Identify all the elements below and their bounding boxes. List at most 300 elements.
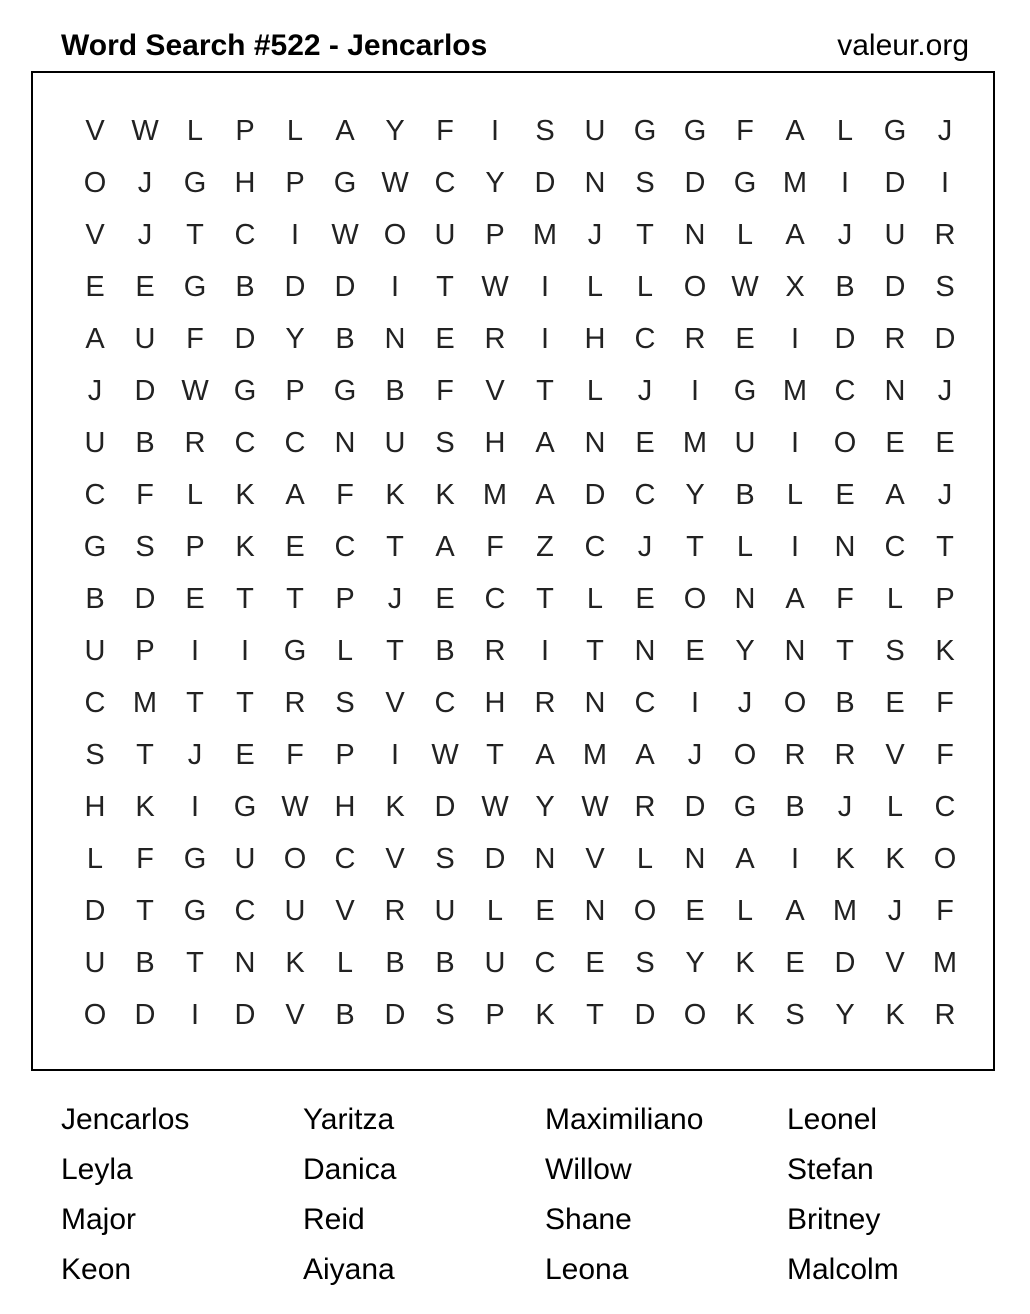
grid-cell: L — [786, 478, 804, 511]
grid-cell: C — [84, 478, 106, 511]
grid-cell: E — [435, 582, 455, 615]
grid-cell: G — [233, 790, 257, 823]
grid-cell: A — [785, 218, 805, 251]
grid-cell: U — [84, 426, 106, 459]
grid-cell: M — [682, 426, 708, 459]
grid-cell: D — [234, 322, 256, 355]
grid-cell: E — [285, 530, 305, 563]
grid-cell: E — [835, 478, 855, 511]
grid-cell: C — [884, 530, 906, 563]
grid-cell: D — [534, 166, 556, 199]
grid-cell: N — [834, 530, 856, 563]
grid-cell: G — [83, 530, 107, 563]
grid-cell: J — [387, 582, 403, 615]
grid-cell: J — [687, 738, 703, 771]
grid-cell: T — [536, 374, 554, 407]
grid-cell: K — [735, 998, 755, 1031]
grid-cell: C — [234, 426, 256, 459]
grid-cell: J — [837, 218, 853, 251]
grid-cell: G — [883, 114, 907, 147]
grid-cell: T — [386, 530, 404, 563]
grid-cell: V — [85, 114, 105, 147]
grid-cell: I — [790, 530, 800, 563]
grid-cell: D — [834, 946, 856, 979]
grid-cell: J — [837, 790, 853, 823]
grid-cell: L — [586, 374, 604, 407]
grid-cell: F — [936, 894, 954, 927]
grid-cell: E — [685, 894, 705, 927]
grid-cell: L — [636, 270, 654, 303]
grid-cell: F — [936, 686, 954, 719]
grid-cell: K — [885, 998, 905, 1031]
grid-cell: O — [283, 842, 307, 875]
grid-cell: H — [334, 790, 356, 823]
grid-cell: H — [584, 322, 606, 355]
grid-cell: K — [935, 634, 955, 667]
grid-cell: M — [132, 686, 158, 719]
grid-cell: E — [885, 686, 905, 719]
grid-cell: T — [486, 738, 504, 771]
grid-cell: C — [334, 842, 356, 875]
grid-cell: D — [234, 998, 256, 1031]
grid-cell: U — [134, 322, 156, 355]
grid-cell: R — [284, 686, 306, 719]
grid-cell: H — [484, 426, 506, 459]
grid-cell: S — [635, 946, 655, 979]
grid-cell: J — [637, 530, 653, 563]
grid-cell: S — [85, 738, 105, 771]
grid-cell: T — [186, 218, 204, 251]
grid-cell: K — [235, 478, 255, 511]
grid-cell: M — [482, 478, 508, 511]
grid-cell: M — [582, 738, 608, 771]
grid-cell: G — [183, 842, 207, 875]
grid-cell: B — [785, 790, 805, 823]
grid-cell: C — [234, 218, 256, 251]
grid-cell: A — [885, 478, 905, 511]
grid-cell: M — [832, 894, 858, 927]
grid-cell: A — [785, 114, 805, 147]
grid-cell: U — [434, 894, 456, 927]
grid-cell: G — [333, 166, 357, 199]
grid-cell: I — [190, 634, 200, 667]
grid-cell: O — [933, 842, 957, 875]
grid-cell: K — [735, 946, 755, 979]
grid-cell: O — [383, 218, 407, 251]
grid-cell: Y — [285, 322, 305, 355]
grid-cell: E — [885, 426, 905, 459]
grid-cell: E — [635, 582, 655, 615]
grid-cell: L — [736, 530, 754, 563]
grid-cell: L — [186, 114, 204, 147]
grid-cell: V — [585, 842, 605, 875]
grid-cell: F — [836, 582, 854, 615]
grid-cell: K — [235, 530, 255, 563]
grid-cell: L — [186, 478, 204, 511]
grid-cell: U — [734, 426, 756, 459]
grid-cell: C — [434, 166, 456, 199]
grid-cell: J — [137, 218, 153, 251]
grid-cell: B — [335, 322, 355, 355]
grid-cell: R — [184, 426, 206, 459]
grid-cell: W — [331, 218, 359, 251]
grid-cell: Y — [685, 946, 705, 979]
grid-cell: P — [935, 582, 955, 615]
grid-cell: A — [535, 478, 555, 511]
grid-cell: I — [540, 270, 550, 303]
grid-cell: G — [183, 270, 207, 303]
grid-cell: E — [635, 426, 655, 459]
grid-cell: I — [790, 322, 800, 355]
word-list-item: Aiyana — [303, 1253, 395, 1286]
grid-cell: R — [534, 686, 556, 719]
grid-cell: D — [284, 270, 306, 303]
grid-cell: E — [235, 738, 255, 771]
grid-cell: L — [336, 946, 354, 979]
grid-cell: U — [584, 114, 606, 147]
grid-cell: K — [435, 478, 455, 511]
grid-cell: C — [234, 894, 256, 927]
grid-cell: F — [436, 374, 454, 407]
grid-cell: I — [840, 166, 850, 199]
grid-cell: L — [586, 582, 604, 615]
grid-cell: U — [84, 634, 106, 667]
grid-cell: E — [435, 322, 455, 355]
grid-cell: O — [683, 270, 707, 303]
grid-cell: O — [783, 686, 807, 719]
grid-cell: D — [584, 478, 606, 511]
grid-cell: K — [535, 998, 555, 1031]
grid-cell: C — [484, 582, 506, 615]
grid-cell: L — [886, 790, 904, 823]
grid-cell: B — [235, 270, 255, 303]
grid-cell: I — [190, 998, 200, 1031]
grid-cell: B — [85, 582, 105, 615]
grid-cell: I — [690, 374, 700, 407]
grid-cell: K — [135, 790, 155, 823]
grid-cell: T — [186, 686, 204, 719]
grid-cell: G — [733, 374, 757, 407]
grid-cell: G — [183, 166, 207, 199]
grid-cell: W — [131, 114, 159, 147]
grid-cell: R — [934, 998, 956, 1031]
grid-cell: E — [935, 426, 955, 459]
grid-cell: J — [637, 374, 653, 407]
grid-cell: U — [284, 894, 306, 927]
page-header — [61, 26, 969, 70]
grid-cell: H — [84, 790, 106, 823]
word-list-item: Leyla — [61, 1153, 133, 1186]
grid-cell: E — [135, 270, 155, 303]
grid-cell: P — [335, 738, 355, 771]
grid-cell: D — [684, 790, 706, 823]
grid-cell: T — [386, 634, 404, 667]
grid-cell: F — [736, 114, 754, 147]
grid-cell: G — [183, 894, 207, 927]
grid-cell: S — [935, 270, 955, 303]
grid-cell: J — [937, 114, 953, 147]
grid-cell: I — [490, 114, 500, 147]
grid-cell: L — [836, 114, 854, 147]
grid-cell: U — [84, 946, 106, 979]
grid-cell: D — [434, 790, 456, 823]
grid-cell: N — [234, 946, 256, 979]
grid-cell: E — [85, 270, 105, 303]
grid-cell: J — [587, 218, 603, 251]
grid-cell: P — [285, 374, 305, 407]
grid-cell: C — [434, 686, 456, 719]
grid-cell: N — [684, 218, 706, 251]
grid-cell: C — [934, 790, 956, 823]
word-list — [61, 1098, 981, 1298]
grid-cell: N — [684, 842, 706, 875]
grid-cell: D — [84, 894, 106, 927]
grid-cell: S — [535, 114, 555, 147]
grid-cell: P — [485, 998, 505, 1031]
grid-cell: R — [384, 894, 406, 927]
grid-cell: T — [636, 218, 654, 251]
grid-cell: D — [484, 842, 506, 875]
grid-cell: L — [336, 634, 354, 667]
grid-cell: V — [385, 842, 405, 875]
grid-cell: L — [86, 842, 104, 875]
grid-cell: G — [283, 634, 307, 667]
word-list-item: Yaritza — [303, 1103, 395, 1136]
grid-cell: C — [534, 946, 556, 979]
grid-cell: K — [835, 842, 855, 875]
grid-cell: C — [634, 686, 656, 719]
grid-cell: P — [285, 166, 305, 199]
grid-cell: K — [285, 946, 305, 979]
grid-cell: D — [134, 374, 156, 407]
grid-cell: P — [135, 634, 155, 667]
word-list-item: Leonel — [787, 1103, 878, 1136]
grid-cell: I — [790, 842, 800, 875]
grid-cell: W — [581, 790, 609, 823]
site-name: valeur.org — [837, 29, 969, 62]
grid-cell: N — [584, 686, 606, 719]
grid-cell: F — [286, 738, 304, 771]
grid-cell: T — [236, 686, 254, 719]
word-list-item: Leona — [545, 1253, 629, 1286]
page-title: Word Search #522 - Jencarlos — [61, 29, 488, 62]
grid-cell: B — [385, 374, 405, 407]
grid-cell: F — [136, 478, 154, 511]
grid-cell: O — [83, 166, 107, 199]
grid-cell: T — [686, 530, 704, 563]
grid-cell: M — [932, 946, 958, 979]
grid-cell: A — [535, 426, 555, 459]
grid-cell: I — [790, 426, 800, 459]
grid-cell: T — [136, 894, 154, 927]
word-list-item: Danica — [303, 1153, 397, 1186]
grid-cell: A — [335, 114, 355, 147]
grid-cell: I — [540, 634, 550, 667]
grid-cell: W — [281, 790, 309, 823]
grid-cell: E — [535, 894, 555, 927]
word-list-item: Britney — [787, 1203, 881, 1236]
grid-cell: D — [934, 322, 956, 355]
grid-cell: F — [136, 842, 154, 875]
grid-cell: I — [390, 270, 400, 303]
grid-cell: T — [286, 582, 304, 615]
grid-cell: G — [683, 114, 707, 147]
grid-cell: W — [381, 166, 409, 199]
grid-cell: E — [685, 634, 705, 667]
grid-cell: A — [785, 894, 805, 927]
grid-cell: B — [435, 946, 455, 979]
grid-cell: J — [737, 686, 753, 719]
grid-cell: N — [334, 426, 356, 459]
grid-cell: J — [87, 374, 103, 407]
grid-cell: S — [435, 842, 455, 875]
grid-cell: W — [731, 270, 759, 303]
grid-cell: T — [586, 634, 604, 667]
grid-cell: R — [884, 322, 906, 355]
word-list-item: Jencarlos — [61, 1103, 190, 1136]
grid-cell: S — [885, 634, 905, 667]
grid-cell: K — [385, 478, 405, 511]
grid-cell: O — [633, 894, 657, 927]
grid-cell: R — [634, 790, 656, 823]
grid-cell: B — [135, 426, 155, 459]
grid-cell: G — [333, 374, 357, 407]
word-list-item: Reid — [303, 1203, 365, 1236]
grid-cell: O — [733, 738, 757, 771]
grid-cell: S — [635, 166, 655, 199]
grid-cell: D — [634, 998, 656, 1031]
grid-cell: H — [234, 166, 256, 199]
grid-cell: Y — [835, 998, 855, 1031]
grid-cell: B — [335, 998, 355, 1031]
grid-cell: J — [887, 894, 903, 927]
grid-cell: O — [683, 998, 707, 1031]
grid-cell: Y — [535, 790, 555, 823]
grid-cell: W — [481, 790, 509, 823]
grid-cell: R — [684, 322, 706, 355]
grid-cell: U — [884, 218, 906, 251]
grid-cell: S — [435, 998, 455, 1031]
grid-cell: P — [485, 218, 505, 251]
grid-cell: J — [187, 738, 203, 771]
grid-cell: T — [936, 530, 954, 563]
grid-cell: I — [540, 322, 550, 355]
grid-cell: M — [532, 218, 558, 251]
grid-cell: O — [833, 426, 857, 459]
grid-cell: C — [584, 530, 606, 563]
grid-cell: V — [385, 686, 405, 719]
grid-cell: N — [534, 842, 556, 875]
grid-cell: K — [885, 842, 905, 875]
grid-cell: C — [634, 478, 656, 511]
grid-cell: X — [785, 270, 805, 303]
word-list-item: Malcolm — [787, 1253, 899, 1286]
grid-cell: B — [835, 270, 855, 303]
grid-cell: L — [636, 842, 654, 875]
grid-cell: V — [885, 738, 905, 771]
grid-cell: F — [486, 530, 504, 563]
grid-cell: A — [285, 478, 305, 511]
grid-cell: I — [390, 738, 400, 771]
grid-cell: R — [784, 738, 806, 771]
grid-cell: C — [84, 686, 106, 719]
grid-cell: N — [584, 426, 606, 459]
grid-cell: V — [85, 218, 105, 251]
grid-cell: J — [937, 374, 953, 407]
grid-cell: E — [785, 946, 805, 979]
grid-cell: T — [236, 582, 254, 615]
grid-cell: N — [584, 894, 606, 927]
grid-cell: D — [384, 998, 406, 1031]
grid-cell: P — [335, 582, 355, 615]
grid-cell: B — [385, 946, 405, 979]
grid-cell: G — [733, 790, 757, 823]
grid-cell: V — [485, 374, 505, 407]
grid-cell: V — [885, 946, 905, 979]
grid-cell: W — [431, 738, 459, 771]
grid-cell: M — [782, 166, 808, 199]
grid-cell: N — [384, 322, 406, 355]
word-list-item: Shane — [545, 1203, 632, 1236]
grid-cell: Y — [485, 166, 505, 199]
grid-cell: A — [735, 842, 755, 875]
grid-cell: N — [884, 374, 906, 407]
grid-cell: C — [284, 426, 306, 459]
grid-cell: I — [940, 166, 950, 199]
grid-cell: A — [785, 582, 805, 615]
grid-cell: D — [134, 998, 156, 1031]
grid-cell: Z — [536, 530, 554, 563]
grid-cell: L — [586, 270, 604, 303]
grid-cell: I — [690, 686, 700, 719]
grid-cell: O — [83, 998, 107, 1031]
word-list-item: Stefan — [787, 1153, 874, 1186]
grid-cell: U — [434, 218, 456, 251]
word-list-item: Willow — [545, 1153, 632, 1186]
grid-cell: I — [290, 218, 300, 251]
grid-cell: L — [286, 114, 304, 147]
grid-cell: N — [634, 634, 656, 667]
grid-cell: S — [335, 686, 355, 719]
grid-cell: W — [481, 270, 509, 303]
grid-cell: B — [735, 478, 755, 511]
grid-cell: R — [484, 634, 506, 667]
grid-cell: Y — [735, 634, 755, 667]
grid-cell: A — [635, 738, 655, 771]
grid-cell: V — [335, 894, 355, 927]
grid-cell: T — [136, 738, 154, 771]
grid-cell: H — [484, 686, 506, 719]
grid-cell: U — [484, 946, 506, 979]
grid-cell: V — [285, 998, 305, 1031]
grid-cell: S — [785, 998, 805, 1031]
grid-cell: A — [435, 530, 455, 563]
grid-cell: J — [137, 166, 153, 199]
grid-cell: I — [190, 790, 200, 823]
grid-cell: T — [536, 582, 554, 615]
word-list-item: Maximiliano — [545, 1103, 704, 1136]
grid-cell: U — [384, 426, 406, 459]
grid-cell: T — [586, 998, 604, 1031]
grid-cell: E — [185, 582, 205, 615]
grid-cell: R — [484, 322, 506, 355]
grid-cell: F — [436, 114, 454, 147]
grid-cell: D — [684, 166, 706, 199]
grid-cell: R — [834, 738, 856, 771]
grid-cell: N — [784, 634, 806, 667]
grid-cell: P — [235, 114, 255, 147]
grid-cell: Y — [685, 478, 705, 511]
